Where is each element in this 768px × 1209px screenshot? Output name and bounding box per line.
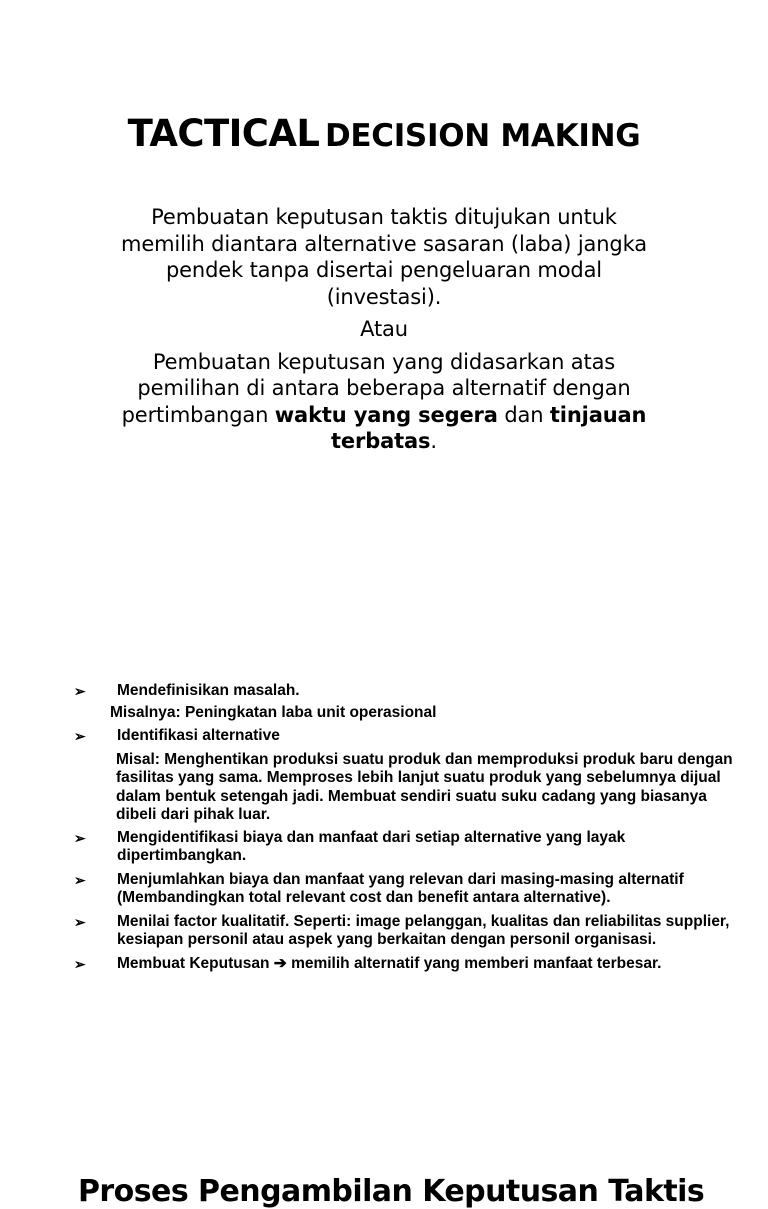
arrow-bullet-icon: ➢ xyxy=(74,913,86,930)
list-item xyxy=(0,955,768,974)
arrow-bullet-icon: ➢ xyxy=(74,829,86,846)
list-item xyxy=(0,871,768,908)
title-tactical: TACTICAL xyxy=(127,112,320,155)
item-text: Mengidentifikasi biaya dan manfaat dari setiap alternative yang layak dipertimbangkan. xyxy=(117,828,626,864)
final-item-label: Membuat Keputusan xyxy=(117,954,270,972)
arrow-bullet-icon: ➢ xyxy=(74,955,86,972)
arrow-bullet-icon: ➢ xyxy=(74,728,86,744)
final-item-desc: memilih alternatif yang memberi manfaat terbesar. xyxy=(291,954,662,972)
slide1-body xyxy=(110,204,658,455)
connector-atau: Atau xyxy=(360,317,408,341)
emphasis-tinjauan: tinjauan terbatas xyxy=(331,402,647,453)
arrow-bullet-icon: ➢ xyxy=(74,683,86,699)
arrow-bullet-icon: ➢ xyxy=(74,871,86,888)
item-text: Menilai factor kualitatif. Seperti: image pelanggan, kualitas dan reliabilitas supplier, kesiapan personil atau aspek yang berkaitan dengan personil organisasi. xyxy=(117,912,730,948)
item-text-final xyxy=(117,955,738,974)
list-item-sub xyxy=(0,751,768,825)
item-text: Mendefinisikan masalah. xyxy=(117,682,300,699)
list-item xyxy=(0,727,768,746)
item-subtext: Misalnya: Peningkatan laba unit operasional xyxy=(110,703,437,721)
item-subtext: Misal: Menghentikan produksi suatu produk dan memproduksi produk baru dengan fasilitas yang sama. Memproses lebih lanjut suatu produk yang sebelumnya dijual dalam bentuk setengah jadi. Membuat sendiri suatu suku cadang yang biasanya dibeli dari pihak luar. xyxy=(116,750,733,823)
definition-paragraph: Pembuatan keputusan taktis ditujukan untuk memilih diantara alternative sasaran (laba) jangka pendek tanpa disertai pengeluaran modal (investasi). xyxy=(121,205,647,309)
list-item xyxy=(0,829,768,866)
alternative-definition-paragraph xyxy=(110,349,658,455)
list-item xyxy=(0,682,768,701)
slide1-title xyxy=(0,112,768,155)
item-text: Identifikasi alternative xyxy=(117,727,280,744)
title-decision-making: DECISION MAKING xyxy=(324,118,641,154)
paragraph2-text: Pembuatan keputusan yang didasarkan atas pemilihan di antara beberapa alternatif dengan pertimbangan xyxy=(121,349,631,427)
process-list xyxy=(0,682,768,973)
list-item-sub xyxy=(0,704,768,723)
emphasis-waktu: waktu yang segera xyxy=(274,402,498,427)
list-item xyxy=(0,913,768,950)
slide-tactical-decision-making xyxy=(0,0,768,560)
slide2-title: Proses Pengambilan Keputusan Taktis xyxy=(78,1174,705,1209)
right-arrow-icon: ➔ xyxy=(273,954,287,972)
item-text: Menjumlahkan biaya dan manfaat yang relevan dari masing-masing alternatif (Membandingkan total relevant cost dan benefit antara alternative). xyxy=(117,870,684,906)
paragraph2-period: . xyxy=(430,429,437,453)
paragraph2-dan: dan xyxy=(504,402,544,427)
